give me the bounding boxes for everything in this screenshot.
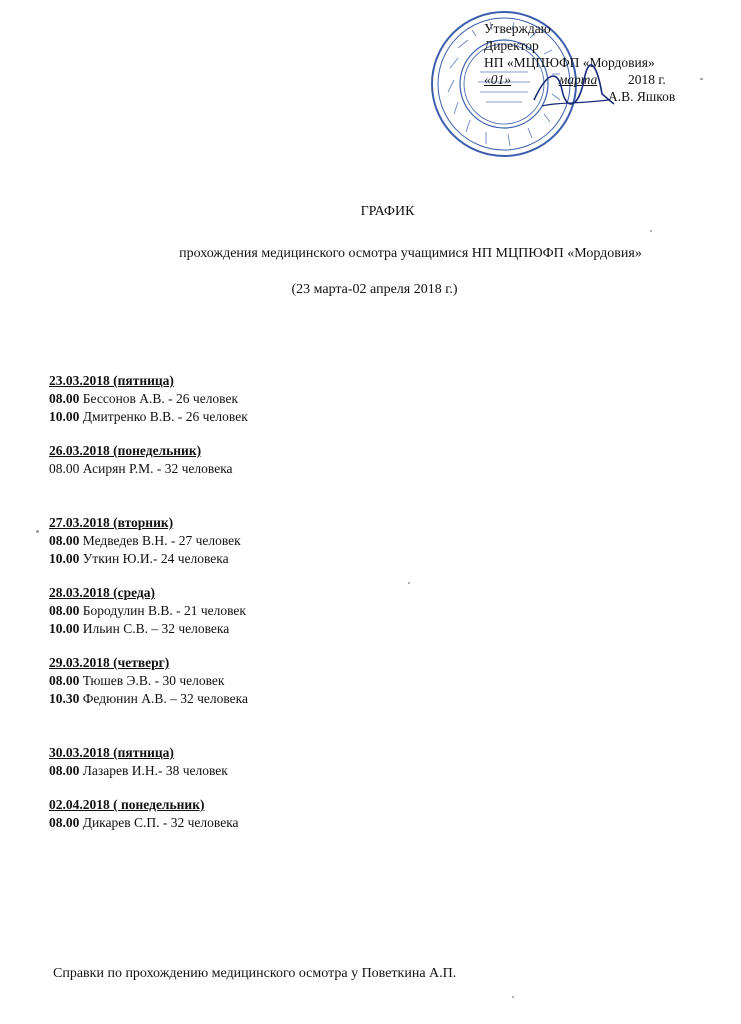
scan-speck — [700, 78, 703, 80]
schedule-list — [49, 372, 248, 848]
schedule-day — [49, 796, 248, 832]
signature-icon — [528, 60, 618, 120]
schedule-entry: 08.00 Бородулин В.В. - 21 человек — [49, 603, 246, 618]
scan-speck — [36, 530, 39, 533]
schedule-day-date: 27.03.2018 (вторник) — [49, 515, 174, 530]
approval-date-month: марта — [558, 72, 598, 87]
schedule-day — [49, 744, 248, 780]
document-subtitle: прохождения медицинского осмотра учащимися НП МЦПЮФП «Мордовия» — [179, 246, 642, 261]
schedule-entry: 08.00 Асирян Р.М. - 32 человека — [49, 461, 233, 476]
schedule-day — [49, 514, 248, 568]
document-title: ГРАФИК — [360, 204, 415, 219]
schedule-day-date: 28.03.2018 (среда) — [49, 585, 156, 600]
schedule-entry: 10.00 Ильин С.В. – 32 человека — [49, 621, 230, 636]
footer-note: Справки по прохождению медицинского осмотра у Поветкина А.П. — [53, 966, 457, 981]
scan-speck — [650, 230, 652, 232]
schedule-day-date: 02.04.2018 ( понедельник) — [49, 797, 205, 812]
approval-date-year: 2018 г. — [628, 72, 666, 87]
schedule-day-date: 30.03.2018 (пятница) — [49, 745, 174, 760]
schedule-day-date: 26.03.2018 (понедельник) — [49, 443, 202, 458]
approval-position: Директор — [484, 38, 539, 53]
schedule-entry: 08.00 Медведев В.Н. - 27 человек — [49, 533, 241, 548]
schedule-day-date: 23.03.2018 (пятница) — [49, 373, 174, 388]
schedule-entry: 08.00 Лазарев И.Н.- 38 человек — [49, 763, 228, 778]
scan-speck — [408, 582, 410, 584]
approval-word: Утверждаю — [484, 21, 551, 36]
approval-organization: НП «МЦПЮФП «Мордовия» — [484, 55, 655, 70]
schedule-entry: 10.00 Дмитренко В.В. - 26 человек — [49, 409, 248, 424]
schedule-entry: 10.00 Уткин Ю.И.- 24 человека — [49, 551, 229, 566]
schedule-entry: 08.00 Бессонов А.В. - 26 человек — [49, 391, 239, 406]
approval-date-day: «01» — [484, 72, 511, 87]
schedule-entry: 08.00 Дикарев С.П. - 32 человека — [49, 815, 239, 830]
schedule-day — [49, 442, 248, 478]
document-period: (23 марта-02 апреля 2018 г.) — [291, 282, 458, 297]
schedule-entry: 10.30 Федюнин А.В. – 32 человека — [49, 691, 249, 706]
schedule-day — [49, 584, 248, 638]
schedule-day — [49, 654, 248, 708]
schedule-day-date: 29.03.2018 (четверг) — [49, 655, 170, 670]
schedule-day — [49, 372, 248, 426]
schedule-entry: 08.00 Тюшев Э.В. - 30 человек — [49, 673, 225, 688]
scan-speck — [512, 996, 514, 998]
approval-signer: А.В. Яшков — [608, 89, 676, 104]
